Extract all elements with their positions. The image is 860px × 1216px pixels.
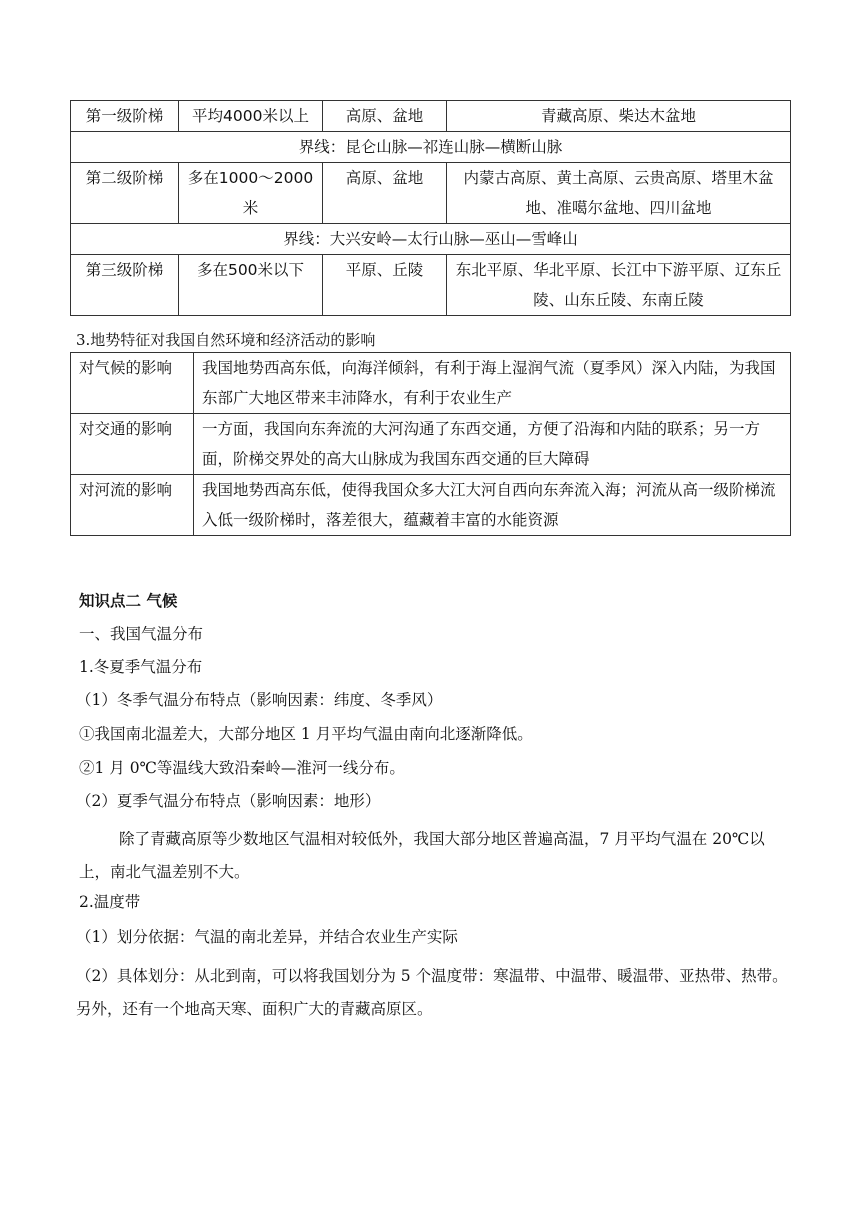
knowledge-heading: 知识点二 气候 [79, 591, 178, 610]
subheading: 一、我国气温分布 [79, 625, 204, 643]
step-terrain: 高原、盆地 [323, 101, 447, 132]
step-name: 第二级阶梯 [71, 163, 179, 224]
zone-basis: （1）划分依据：气温的南北差异，并结合农业生产实际 [76, 928, 458, 946]
step-examples: 东北平原、华北平原、长江中下游平原、辽东丘陵、山东丘陵、东南丘陵 [447, 255, 791, 316]
impact-text: 我国地势西高东低，使得我国众多大江大河自西向东奔流入海；河流从高一级阶梯流入低一级阶梯时，落差很大，蕴藏着丰富的水能资源 [194, 475, 791, 536]
item-title: 2.温度带 [79, 893, 141, 911]
step-examples: 青藏高原、柴达木盆地 [447, 101, 791, 132]
winter-title: （1）冬季气温分布特点（影响因素：纬度、冬季风） [76, 691, 443, 709]
table-row [71, 132, 791, 163]
table-row [71, 414, 791, 475]
step-terrain: 平原、丘陵 [323, 255, 447, 316]
impact-label: 对河流的影响 [71, 475, 194, 536]
step-name: 第一级阶梯 [71, 101, 179, 132]
section-title: 3.地势特征对我国自然环境和经济活动的影响 [76, 331, 376, 349]
summer-title: （2）夏季气温分布特点（影响因素：地形） [76, 792, 381, 810]
item-title: 1.冬夏季气温分布 [79, 658, 203, 676]
step-altitude: 多在500米以下 [179, 255, 323, 316]
boundary-line: 界线：昆仑山脉—祁连山脉—横断山脉 [71, 132, 791, 163]
table-row [71, 163, 791, 224]
impact-label: 对交通的影响 [71, 414, 194, 475]
step-name: 第三级阶梯 [71, 255, 179, 316]
impact-label: 对气候的影响 [71, 353, 194, 414]
boundary-line: 界线：大兴安岭—太行山脉—巫山—雪峰山 [71, 224, 791, 255]
table-row [71, 475, 791, 536]
impact-text: 一方面，我国向东奔流的大河沟通了东西交通，方便了沿海和内陆的联系；另一方面，阶梯交界处的高大山脉成为我国东西交通的巨大障碍 [194, 414, 791, 475]
table-row [71, 224, 791, 255]
step-altitude: 多在1000～2000米 [179, 163, 323, 224]
step-examples: 内蒙古高原、黄土高原、云贵高原、塔里木盆地、准噶尔盆地、四川盆地 [447, 163, 791, 224]
step-terrain: 高原、盆地 [323, 163, 447, 224]
table-row [71, 255, 791, 316]
summer-paragraph: 除了青藏高原等少数地区气温相对较低外，我国大部分地区普遍高温，7 月平均气温在 20℃以上，南北气温差别不大。 [79, 830, 765, 881]
zone-division: （2）具体划分：从北到南，可以将我国划分为 5 个温度带：寒温带、中温带、暖温带、亚热带、热带。另外，还有一个地高天寒、面积广大的青藏高原区。 [76, 967, 788, 1018]
step-altitude: 平均4000米以上 [179, 101, 323, 132]
winter-point-2: ②1 月 0℃等温线大致沿秦岭—淮河一线分布。 [79, 759, 405, 777]
table-row [71, 101, 791, 132]
table-row [71, 353, 791, 414]
winter-point-1: ①我国南北温差大，大部分地区 1 月平均气温由南向北逐渐降低。 [79, 725, 533, 743]
terrain-steps-table [70, 100, 791, 316]
impact-text: 我国地势西高东低，向海洋倾斜，有利于海上湿润气流（夏季风）深入内陆，为我国东部广大地区带来丰沛降水，有利于农业生产 [194, 353, 791, 414]
impact-table [70, 352, 791, 536]
